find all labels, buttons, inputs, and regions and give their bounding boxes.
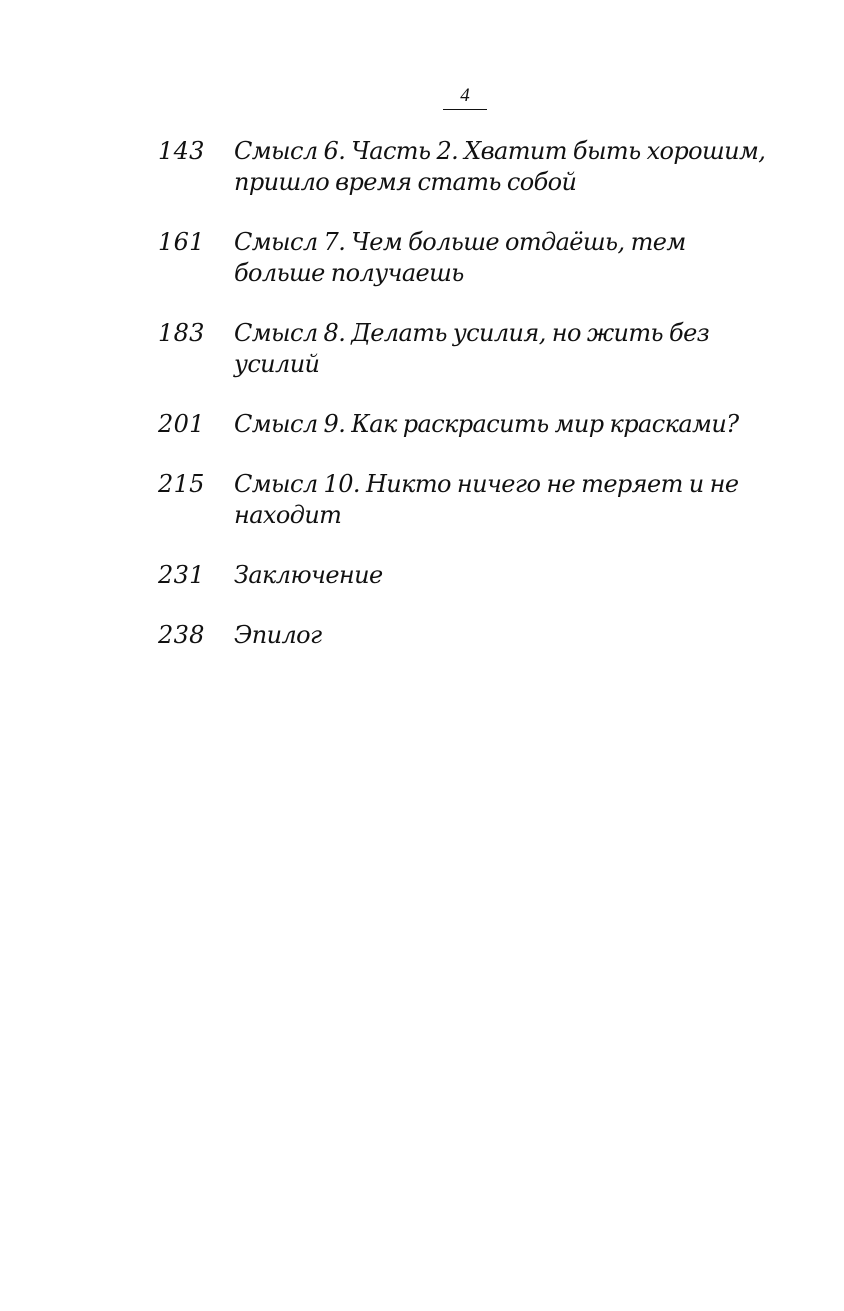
table-of-contents (158, 136, 778, 680)
toc-entry-title: Смысл 10. Никто ничего не теряет и не находит (234, 470, 739, 529)
toc-entry-title: Смысл 9. Как раскрасить мир красками? (234, 410, 739, 438)
toc-entry-title: Смысл 7. Чем больше отдаёшь, тем больше получаешь (234, 228, 686, 287)
toc-entry-page: 183 (158, 319, 205, 347)
toc-entry (158, 469, 778, 531)
toc-entry-title: Заключение (234, 561, 383, 589)
toc-entry (158, 409, 778, 440)
toc-entry-title: Смысл 6. Часть 2. Хватит быть хорошим, пришло время стать собой (234, 137, 766, 196)
toc-entry-page: 201 (158, 410, 205, 438)
toc-entry (158, 318, 778, 380)
toc-entry-page: 215 (158, 470, 205, 498)
toc-entry-title: Эпилог (234, 621, 322, 649)
toc-entry-title: Смысл 8. Делать усилия, но жить без усилий (234, 319, 710, 378)
toc-entry-page: 238 (158, 621, 205, 649)
toc-entry-page: 143 (158, 137, 205, 165)
toc-entry (158, 620, 778, 651)
toc-entry (158, 136, 778, 198)
toc-entry-page: 161 (158, 228, 205, 256)
toc-entry-page: 231 (158, 561, 205, 589)
toc-entry (158, 560, 778, 591)
page-number: 4 (443, 86, 487, 110)
toc-entry (158, 227, 778, 289)
